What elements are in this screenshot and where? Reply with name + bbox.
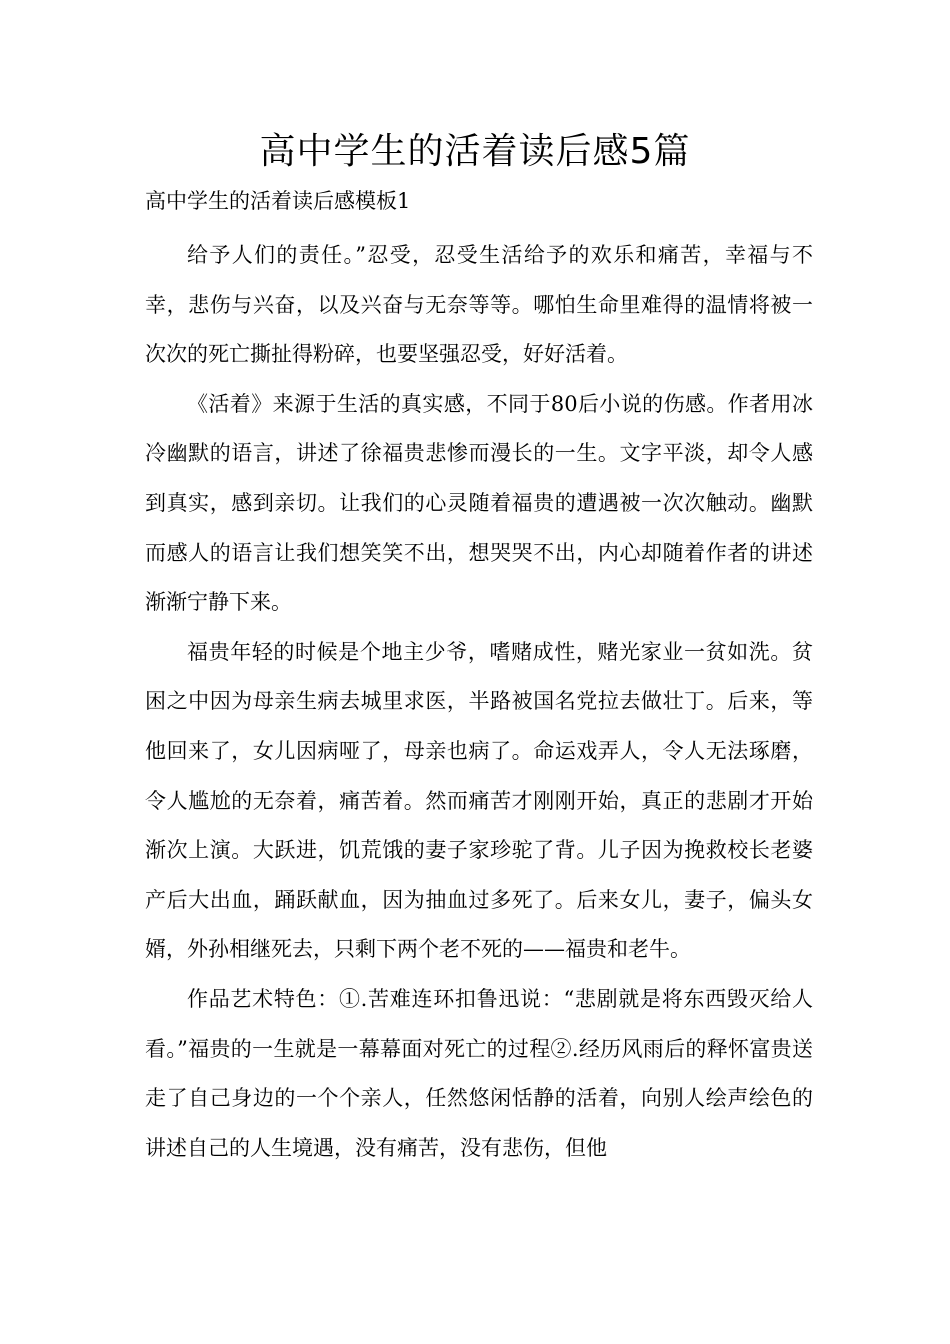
document-subtitle: 高中学生的活着读后感模板1: [145, 189, 411, 213]
document-title: 高中学生的活着读后感5篇: [259, 131, 691, 172]
paragraph-4: 作品艺术特色：①.苦难连环扣鲁迅说：“悲剧就是将东西毁灭给人看。”福贵的一生就是一幕幕面对死亡的过程②.经历风雨后的释怀富贵送走了自己身边的一个个亲人，任然悠闲恬静的活着，向别人绘声绘色的讲述自己的人生境遇，没有痛苦，没有悲伤，但他: [145, 986, 813, 1160]
paragraph-2: 《活着》来源于生活的真实感，不同于80后小说的伤感。作者用冰冷幽默的语言，讲述了徐福贵悲惨而漫长的一生。文字平淡，却令人感到真实，感到亲切。让我们的心灵随着福贵的遭遇被一次次触动。幽默而感人的语言让我们想笑笑不出，想哭哭不出，内心却随着作者的讲述渐渐宁静下来。: [145, 391, 813, 615]
paragraph-3: 福贵年轻的时候是个地主少爷，嗜赌成性，赌光家业一贫如洗。贫困之中因为母亲生病去城里求医，半路被国名党拉去做壮丁。后来，等他回来了，女儿因病哑了，母亲也病了。命运戏弄人，令人无法琢磨，令人尴尬的无奈着，痛苦着。然而痛苦才刚刚开始，真正的悲剧才开始渐次上演。大跃进，饥荒饿的妻子家珍驼了背。儿子因为挽救校长老婆产后大出血，踊跃献血，因为抽血过多死了。后来女儿，妻子，偏头女婿，外孙相继死去，只剩下两个老不死的——福贵和老牛。: [145, 639, 813, 962]
paragraph-1: 给予人们的责任。”忍受，忍受生活给予的欢乐和痛苦，幸福与不幸，悲伤与兴奋，以及兴奋与无奈等等。哪怕生命里难得的温情将被一次次的死亡撕扯得粉碎，也要坚强忍受，好好活着。: [145, 243, 813, 367]
document-body: [145, 231, 813, 1173]
